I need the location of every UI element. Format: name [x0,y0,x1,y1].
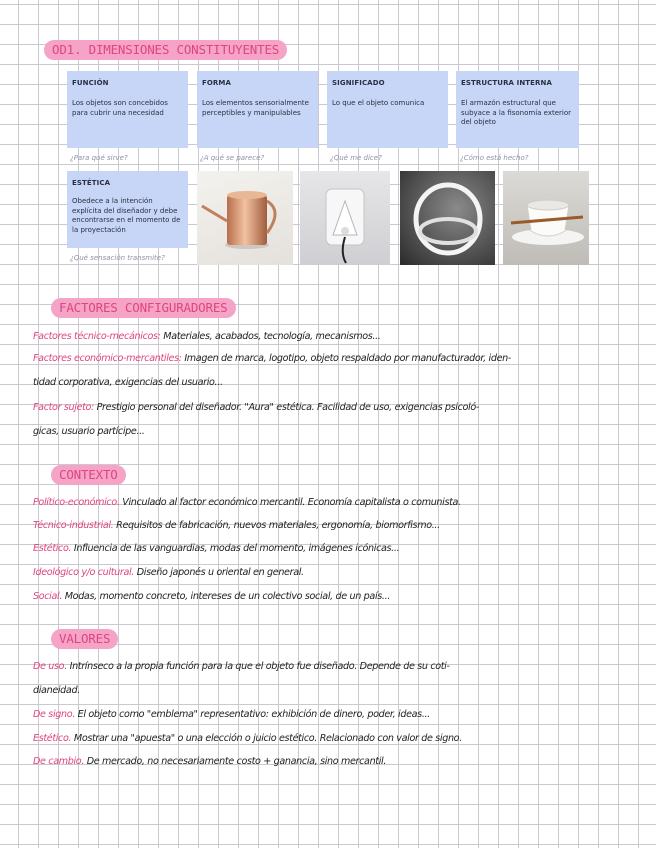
text-line: Factores técnico-mecánicos: Materiales, acabados, tecnología, mecanismos... [33,331,381,342]
card-estructura-interna [456,71,579,148]
text-line: Técnico-industrial. Requisitos de fabricación, nuevos materiales, ergonomía, biomorfismo... [33,520,440,531]
card-title: FORMA [202,79,232,87]
text-line: De cambio. De mercado, no necesariamente costo + ganancia, sino mercantil. [33,756,387,767]
card-title: ESTRUCTURA INTERNA [461,79,552,87]
text-line: Factor sujeto: Prestigio personal del diseñador. "Aura" estética. Facilidad de uso, exigencias psicoló- [33,402,480,413]
section-heading-factores: FACTORES CONFIGURADORES [51,298,236,318]
section-heading-dimensiones: OD1. DIMENSIONES CONSTITUYENTES [44,40,287,60]
card-text: El armazón estructural que subyace a la fisonomía exterior del objeto [461,99,572,126]
ring-lamp-image [400,171,495,265]
text-line: Ideológico y/o cultural. Diseño japonés u oriental en general. [33,567,304,578]
section-heading-contexto: CONTEXTO [51,465,126,485]
card-forma [197,71,318,148]
text-line: Estético. Influencia de las vanguardias, modas del momento, imágenes icónicas... [33,543,400,554]
text-line: tidad corporativa, exigencias del usuario... [33,377,223,388]
card-text: Lo que el objeto comunica [332,99,425,107]
text-line: gicas, usuario partícipe... [33,426,145,437]
text-line: De signo. El objeto como "emblema" representativo: exhibición de dinero, poder, ideas... [33,709,430,720]
card-funcion [67,71,188,148]
question-estetica: ¿Qué sensación transmite? [70,254,165,262]
question-estructura: ¿Cómo está hecho? [460,154,529,162]
cup-spoon-image [503,171,589,265]
text-line: Social. Modas, momento concreto, intereses de un colectivo social, de un país... [33,591,391,602]
card-text: Los objetos son concebidos para cubrir una necesidad [72,99,168,117]
text-line: Político-económico. Vinculado al factor económico mercantil. Economía capitalista o comunista. [33,497,461,508]
text-line: Estético. Mostrar una "apuesta" o una elección o juicio estético. Relacionado con valor de signo. [33,733,462,744]
card-title: ESTÉTICA [72,179,111,187]
card-text: Los elementos sensorialmente perceptibles y manipulables [202,99,309,117]
card-estetica [67,171,188,248]
text-line: De uso. Intrínseco a la propia función para la que el objeto fue diseñado. Depende de su coti- [33,661,450,672]
card-title: SIGNIFICADO [332,79,385,87]
card-text: Obedece a la intención explícita del diseñador y debe encontrarse en el momento de la proyectación [72,197,181,234]
question-forma: ¿A qué se parece? [200,154,265,162]
section-heading-valores: VALORES [51,629,118,649]
card-title: FUNCIÓN [72,79,109,87]
watering-can-image [197,171,293,265]
question-funcion: ¿Para qué sirve? [70,154,128,162]
lamp-plug-image [300,171,390,265]
text-line: dianeidad. [33,685,80,696]
question-significado: ¿Qué me dice? [330,154,382,162]
card-significado [327,71,448,148]
text-line: Factores económico-mercantiles: Imagen de marca, logotipo, objeto respaldado por manufacturador, iden- [33,353,511,364]
